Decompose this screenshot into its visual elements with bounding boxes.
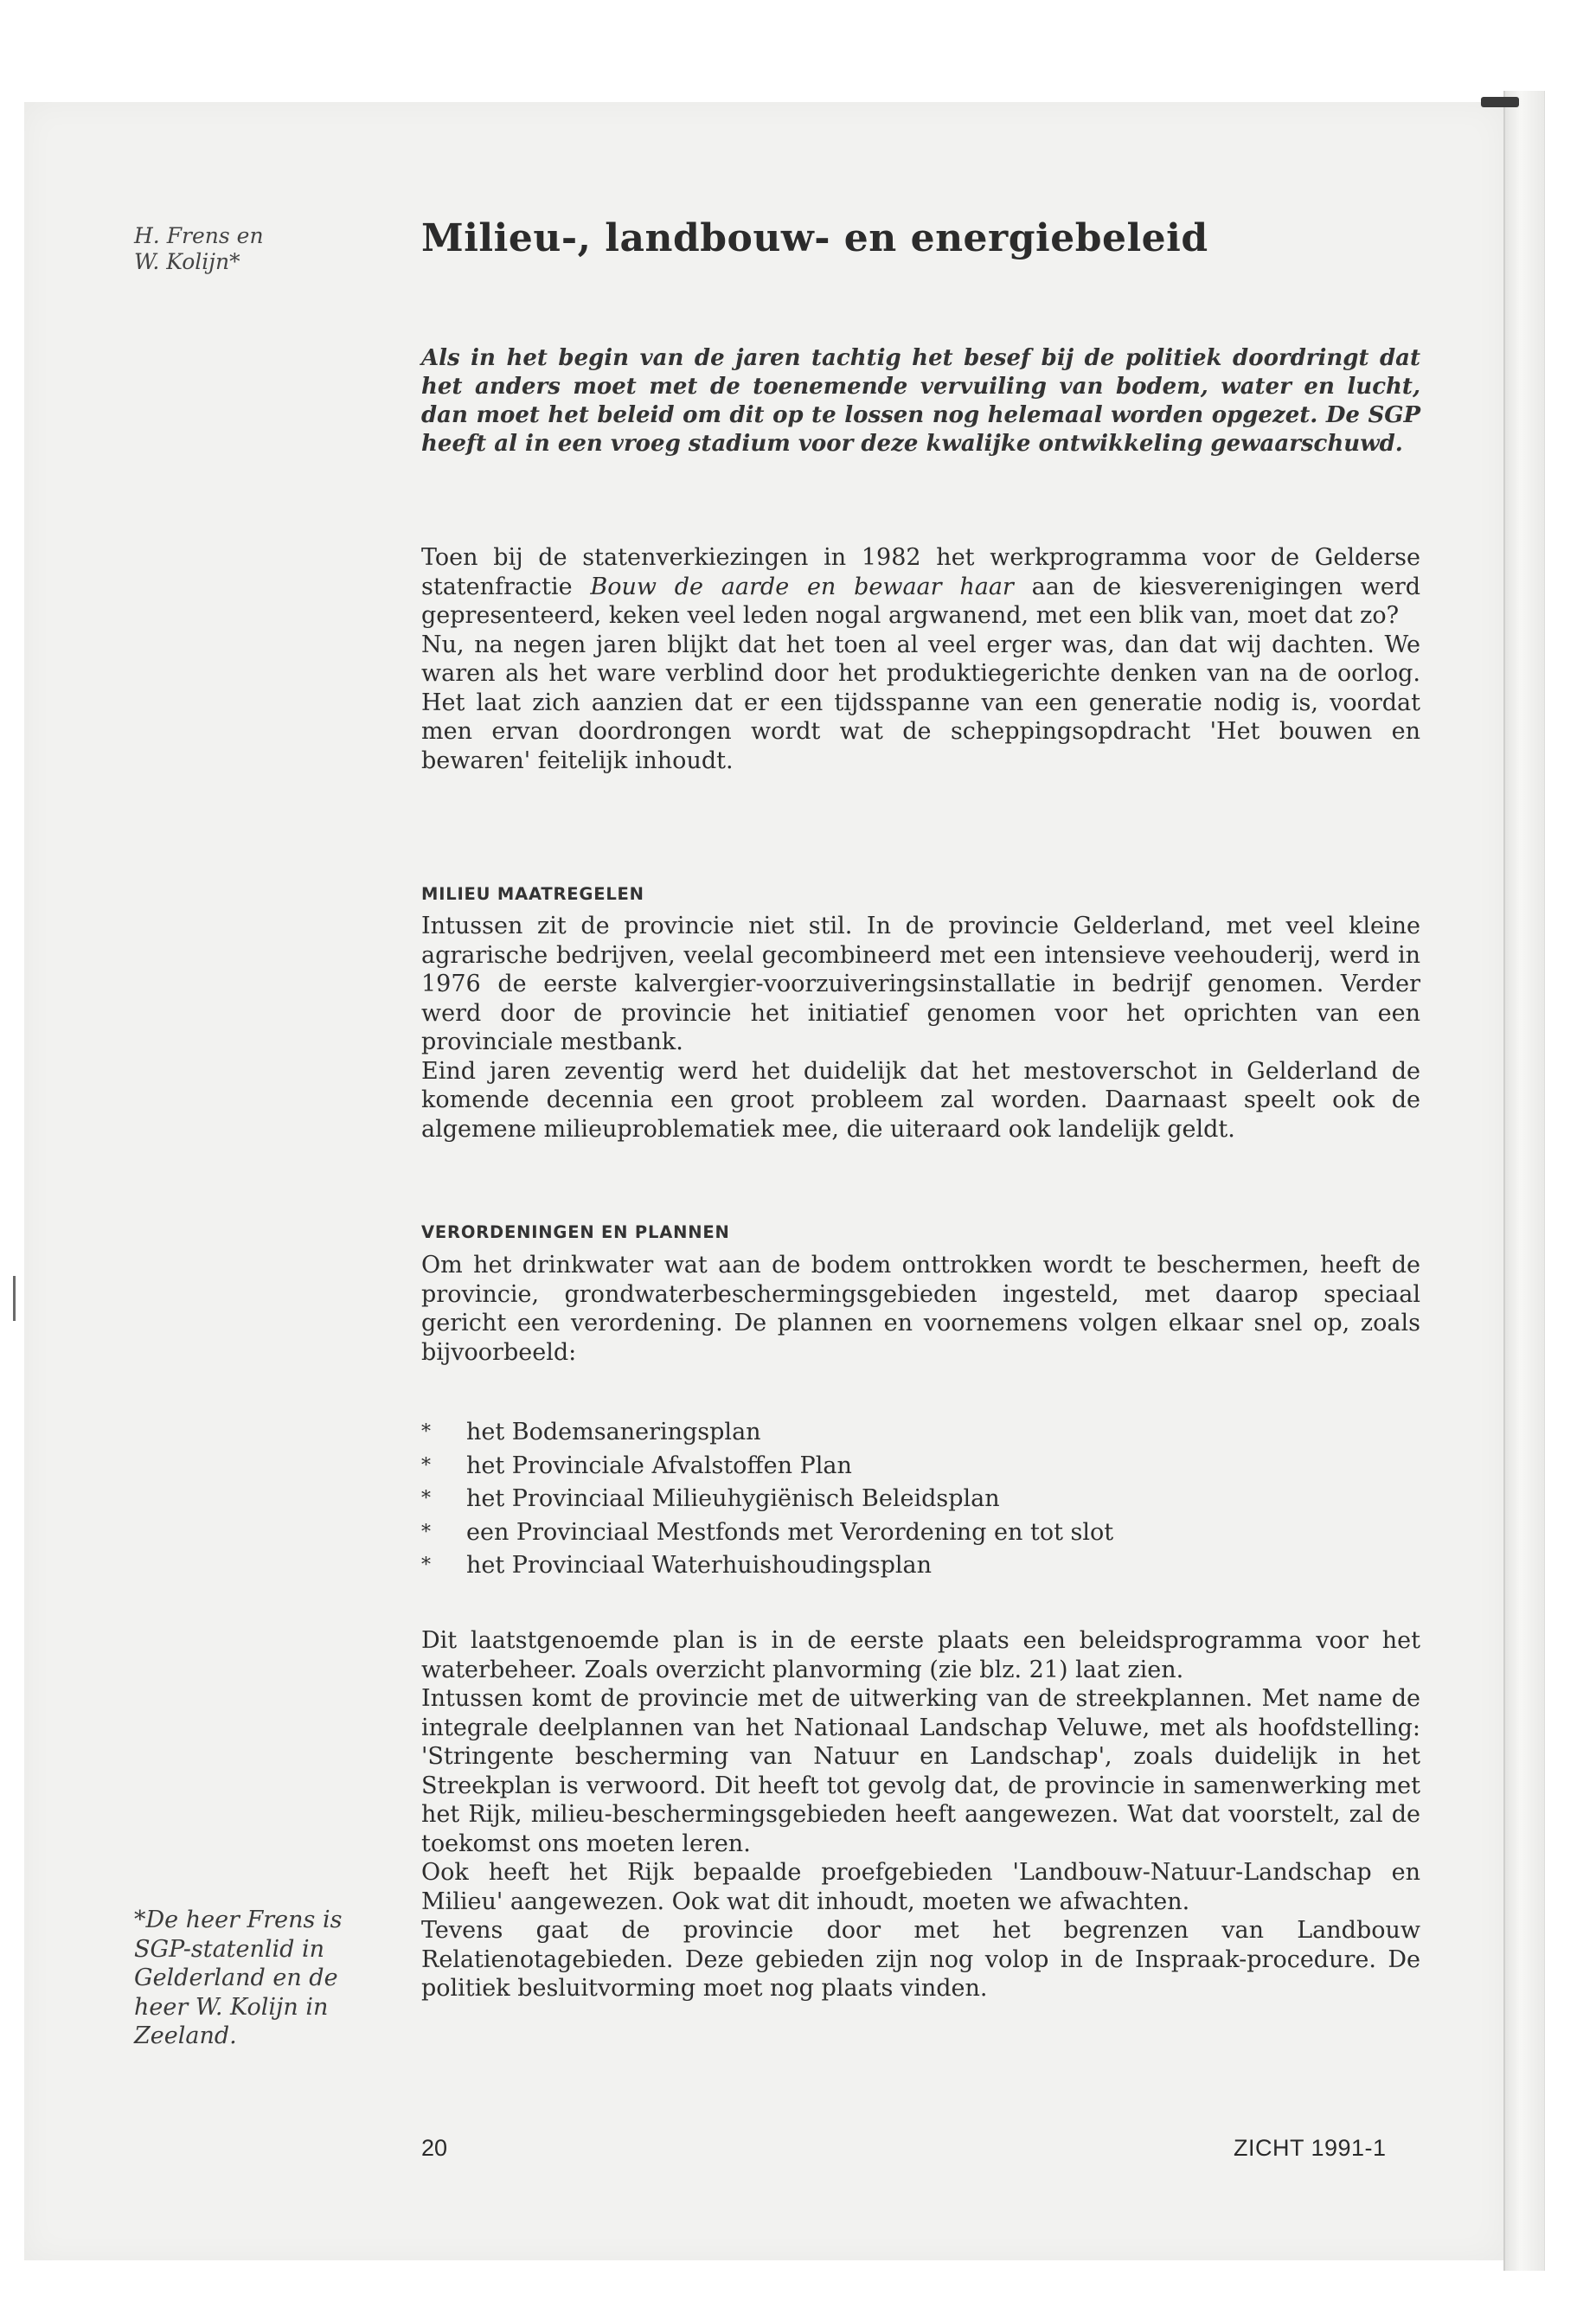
section-heading-milieu: MILIEU MAATREGELEN [421,884,644,904]
scan-mark [13,1276,16,1321]
paragraph: Dit laatstgenoemde plan is in de eerste plaats een beleidsprogramma voor het waterbeheer. Zoals overzicht planvorming (zie blz. 21) laat zien. [421,1627,1420,1683]
page-number: 20 [421,2135,448,2161]
plans-list [421,1416,1113,1583]
list-item-text: het Bodemsaneringsplan [466,1419,761,1445]
section-verordeningen-continued [421,1626,1420,2003]
paragraph-text: Toen bij de statenverkiezingen in 1982 het werkprogramma voor de Gelderse statenfractie [421,544,1420,600]
list-item [421,1416,1113,1450]
author-line-2: W. Kolijn* [134,249,240,274]
section-intro-body [421,543,1420,775]
list-item [421,1483,1113,1516]
bullet-marker: * [421,1488,431,1510]
list-item-text: een Provinciaal Mestfonds met Verordening en tot slot [466,1518,1114,1546]
article-intro: Als in het begin van de jaren tachtig het besef bij de politiek doordringt dat het anders moet met de toenemende vervuiling van bodem, water en lucht, dan moet het beleid om dit op te lossen nog helemaal worden opgezet. De SGP heeft al in een vroeg stadium voor deze kwalijke ontwikkeling gewaarschuwd. [421,345,1420,457]
section-milieu-body [421,912,1420,1144]
program-title: Bouw de aarde en bewaar haar [590,573,1014,600]
author-byline [134,223,264,275]
bullet-marker: * [421,1554,431,1577]
author-line-1: H. Frens en [134,223,264,248]
paragraph-text: aan de kiesverenigingen werd gepresenteerd, keken veel leden nogal argwanend, met een blik van, moet dat zo? [421,573,1421,629]
paragraph: Nu, na negen jaren blijkt dat het toen al veel erger was, dan dat wij dachten. We waren als het ware verblind door het produktiegerichte denken van na de oorlog. Het laat zich aanzien dat er een tijdsspanne van een generatie nodig is, voordat men ervan doordrongen wordt wat de scheppingsopdracht 'Het bouwen en bewaren' feitelijk inhoudt. [421,631,1420,774]
bullet-marker: * [421,1421,431,1443]
paragraph: Intussen komt de provincie met de uitwerking van de streekplannen. Met name de integrale deelplannen van het Nationaal Landschap Veluwe, met als hoofdstelling: 'Stringente bescherming van Natuur en Landschap', zoals duidelijk in het Streekplan is verwoord. Dit heeft tot gevolg dat, de provincie in samenwerking met het Rijk, milieu-beschermingsgebieden heeft aangewezen. Wat dat voorstelt, zal de toekomst ons moeten leren. [421,1685,1420,1857]
binding-tab [1481,97,1519,107]
paragraph: Tevens gaat de provincie door met het begrenzen van Landbouw Relatienotagebieden. Deze gebieden zijn nog volop in de Inspraak-procedure. De politiek besluitvorming moet nog plaats vinden. [421,1917,1420,2002]
paragraph: Eind jaren zeventig werd het duidelijk dat het mestoverschot in Gelderland de komende decennia een groot probleem zal worden. Daarnaast speelt ook de algemene milieuproblematiek mee, die uiteraard ook landelijk geldt. [421,1057,1420,1143]
bullet-marker: * [421,1454,431,1477]
paragraph: Om het drinkwater wat aan de bodem onttrokken wordt te beschermen, heeft de provincie, grondwaterbeschermingsgebieden ingesteld, met daarop speciaal gericht een verordening. De plannen en voornemens volgen elkaar snel op, zoals bijvoorbeeld: [421,1252,1420,1366]
list-item [421,1450,1113,1484]
page-edge [1503,91,1545,2271]
publication-footer: ZICHT 1991-1 [1234,2135,1387,2161]
author-footnote: *De heer Frens is SGP-statenlid in Gelderland en de heer W. Kolijn in Zeeland. [134,1907,343,2049]
list-item-text: het Provinciale Afvalstoffen Plan [466,1452,852,1479]
bullet-marker: * [421,1521,431,1543]
section-heading-verordeningen: VERORDENINGEN EN PLANNEN [421,1222,730,1242]
paragraph: Intussen zit de provincie niet stil. In de provincie Gelderland, met veel kleine agrarische bedrijven, veelal gecombineerd met een intensieve veehouderij, werd in 1976 de eerste kalvergier-voorzuiveringsinstallatie in bedrijf genomen. Verder werd door de provincie het initiatief genomen voor het oprichten van een provinciale mestbank. [421,913,1420,1055]
article-title: Milieu-, landbouw- en energiebeleid [421,216,1208,260]
list-item [421,1516,1113,1550]
paragraph [421,543,1420,631]
list-item-text: het Provinciaal Milieuhygiënisch Beleidsplan [466,1485,1000,1513]
list-item [421,1549,1113,1583]
paragraph: Ook heeft het Rijk bepaalde proefgebieden 'Landbouw-Natuur-Landschap en Milieu' aangewezen. Ook wat dit inhoudt, moeten we afwachten. [421,1859,1420,1915]
list-item-text: het Provinciaal Waterhuishoudingsplan [466,1552,932,1580]
section-verordeningen-body [421,1251,1420,1367]
